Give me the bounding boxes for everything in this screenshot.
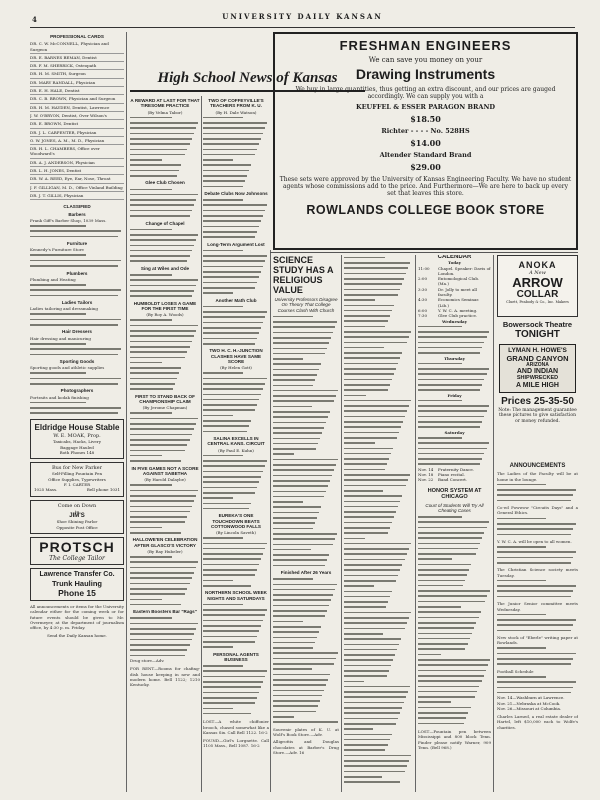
prof-card: DR. H. L. CHAMBERS, Office over Woodward's: [30, 145, 124, 159]
classified-header: CLASSIFIED: [63, 204, 91, 210]
calendar-day: 11:00: [418, 265, 430, 271]
hs-article-headline: Long-Term Argument Lost: [207, 241, 265, 247]
hs-article-headline: Eastern Boosters Bar "Rags": [133, 609, 197, 615]
hs-article-byline: (By Paul E. Kuhn): [218, 447, 254, 453]
prof-card: DR. E. BARNES BEMAN, Dentist: [30, 54, 124, 62]
body-text-line: [130, 173, 200, 178]
fr-price1: $18.50: [410, 114, 441, 124]
bus-title: Bus for New Parker: [52, 465, 102, 472]
column-rule: [201, 96, 202, 792]
calendar-day: Thursday: [444, 355, 465, 361]
prof-card: DR. F. M. SHERRICK, Osteopath: [30, 62, 124, 70]
bus-line: F. I. CARTER: [63, 482, 91, 487]
horizontal-rule: [270, 252, 578, 253]
body-text-line: [273, 563, 339, 568]
calendar-day: 4:30: [418, 297, 427, 303]
body-text-line: [130, 213, 200, 218]
column-rule: [415, 255, 416, 792]
calendar-title: CALENDAR: [437, 255, 472, 260]
hs-article-byline: (By H. Dale Watson): [215, 109, 257, 115]
classified-section-title: Ladies Tailors: [61, 299, 93, 305]
hs-article-headline: IN FIVE GAMES NOT A SCORE AGAINST SABETHA: [131, 465, 199, 476]
shipwrecked: SHIPWRECKED: [516, 375, 559, 382]
prof-card: DR. H. M. HAYDEN, Dentist, Lawrence: [30, 104, 124, 112]
fr-store: ROWLANDS COLLEGE BOOK STORE: [306, 203, 545, 217]
classified-section-text: Frank Giff's Barber Shop, 1039 Mass.: [30, 217, 107, 223]
body-text-line: [130, 259, 200, 264]
prof-card: DR. L. H. JONES, Dentist: [30, 167, 124, 175]
jims-line: Shoe Shining Parlor: [56, 519, 98, 525]
science-column-continued: [344, 255, 412, 792]
calendar-column: [418, 255, 491, 792]
lost-pen-ad: LOST—Fountain pen between Mississippi and 800 block Tenn. Finder please notify Warner, 909 Tenn. (Bell 968.): [418, 729, 491, 750]
body-text-line: [497, 532, 578, 537]
calendar-day: Wednesday: [442, 318, 467, 324]
classified-section-text: Ladies tailoring and dressmaking: [30, 306, 98, 312]
found-ad: FOUND—Girl's Lorgnette. Call 1105 Mass., Bell 1087. 16-2: [203, 738, 269, 749]
hs-article-headline: HALLOWE'EN CELEBRATION AFTER GLASCO'S VICTORY: [132, 537, 198, 548]
protsch-ad: [30, 537, 124, 565]
hs-column-1: [130, 96, 200, 792]
hs-article-headline: Change of Chapel: [145, 220, 185, 226]
lost-ad: LOST—A white chiffonier brooch, chased somewhat like a Kansas Six. Call Bell 1122. 16-2: [203, 719, 269, 735]
classified-section-text: Sporting goods and athletic supplies: [30, 365, 105, 371]
bus-line: Self-Filling Fountain Pen: [51, 471, 103, 477]
for-rent-ad: FOR RENT—Rooms for chafing-dish house keeping in new and modern home. Bell 1122; 1210 Kentucky.: [130, 666, 200, 688]
prof-card: DR. E. H. HALE, Dentist: [30, 87, 124, 95]
body-text-line: [203, 644, 269, 649]
fr-instruments: Drawing Instruments: [355, 66, 496, 82]
announcement-item: The Ladies of the Faculty will be at home in the lounge.: [497, 471, 578, 482]
column-rule: [126, 32, 127, 792]
football-schedule: [497, 695, 578, 711]
classified-section-title: Furniture: [66, 241, 88, 247]
body-text-line: [418, 721, 491, 726]
high-school-news-headline: High School News of Kansas: [130, 70, 365, 92]
calendar-day: Today: [448, 260, 461, 266]
classified-section-text: Hair dressing and manicuring: [30, 335, 91, 341]
announcements-foot: Charles Larned, a real estate dealer of Hartel, left $10,000 each to Wolfe's charities.: [497, 714, 578, 730]
calendar-event: Piano recital.: [438, 472, 465, 478]
prof-card: DR. A. J. ANDERSON, Physician: [30, 159, 124, 167]
calendar-day: Saturday: [444, 429, 465, 435]
eldridge-line: Both Phones 148: [59, 449, 95, 455]
body-text-line: [344, 779, 412, 784]
prof-card: DR. C. B. BROWN, Physician and Surgeon: [30, 95, 124, 103]
hs-article-headline: TWO H. C. H.-JUNCTION CLASHES HAVE SAME SCORE: [209, 348, 263, 364]
classified-section-title: Plumbers: [66, 270, 88, 276]
jims-ad: [30, 500, 124, 534]
hs-article-byline: (By Velma Tabor): [147, 109, 183, 115]
anoka-title: ANOKA: [518, 260, 557, 270]
page-number: 4: [32, 15, 39, 24]
calendar-row: [418, 266, 491, 277]
anoka-arrow: ARROW: [512, 275, 563, 290]
calendar-row: [418, 356, 491, 361]
prof-card: DR. W. A. REED, Eye, Ear, Nose, Throat: [30, 175, 124, 183]
masthead: [30, 12, 575, 28]
finished-head: Finished After 26 Years: [280, 570, 332, 576]
left-column: [30, 32, 124, 792]
fr-richter: Richter - - - - No. 528HS: [381, 127, 470, 135]
hs-article-headline: EUREKA'S ONE TOUCHDOWN BEATS COTTONWOOD FALLS: [211, 513, 261, 529]
transfer-sub: Trunk Hauling: [51, 579, 102, 589]
prof-card: J. W. O'BRYON, Dentist, Over Wilson's: [30, 112, 124, 120]
jims-line: Opposite Post Office: [56, 524, 98, 530]
calendar-event: Dr. Jolly to meet all faculty.: [438, 286, 477, 298]
fr-altender: Altender Standard Brand: [379, 151, 472, 159]
body-text-line: [497, 662, 578, 667]
anoka-maker: Cluett, Peabody & Co., Inc. Makers: [506, 300, 569, 304]
column-rule: [493, 255, 494, 792]
schedule-row: Nov. 26—Missouri at Columbia.: [497, 705, 562, 711]
calendar-day: Friday: [447, 392, 462, 398]
body-text-line: [273, 719, 339, 724]
body-text-line: [130, 602, 200, 607]
calendar-event: Fraternity Dance.: [438, 466, 474, 472]
body-text-line: [30, 263, 124, 268]
eldridge-owner: W. E. MOAK, Prop.: [53, 432, 101, 439]
hs-article-headline: Glee Club Chosen: [145, 180, 185, 186]
hs-article-headline: Another Math Club: [215, 297, 257, 303]
body-text-line: [30, 411, 124, 416]
classified-section-text: Kennedy's Furniture Store: [30, 247, 84, 253]
classified-section-text: Plumbing and Heating: [30, 276, 76, 282]
prof-cards-header: PROFESSIONAL CARDS: [50, 34, 104, 39]
body-text-line: [203, 234, 269, 239]
calendar-day: 6:00: [418, 307, 427, 313]
body-text-line: [130, 386, 200, 391]
body-text-line: [497, 560, 578, 565]
calendar-event: Y. W. C. A. meeting.: [438, 307, 478, 313]
prof-card: DR. E. BROWN, Dentist: [30, 120, 124, 128]
lyman-howe: LYMAN H. HOWE'S: [508, 347, 567, 354]
hs-article-headline: Sing at Wiles and Ode: [140, 265, 190, 271]
anoka-sub: A New: [529, 270, 546, 276]
body-text-line: [130, 458, 200, 463]
announcement-item: Co-ed Powwow "Circuits Days" and a General Ethics.: [497, 505, 578, 516]
honor-sub: Court of Students Will Try All Cheating Cases: [425, 502, 484, 513]
calendar-row: [418, 430, 491, 435]
drug-store-note: Drug store—Adv.: [130, 657, 165, 663]
announcement-item: Football Schedule: [497, 668, 534, 674]
calendar-day: Nov. 14: [418, 466, 434, 472]
hs-article-headline: HUMBOLDT LOSES A GAME FOR THE FIRST TIME: [133, 300, 197, 311]
body-text-line: [497, 498, 578, 503]
science-column: [273, 255, 339, 792]
jims-shop: JIM'S: [69, 513, 85, 520]
body-text-line: [30, 293, 124, 298]
souvenir-note: Souvenir plates of K. U. at Wolf's Book Store.—Adv.: [273, 726, 339, 738]
fr-brand: KEUFFEL & ESSER PARAGON BRAND: [355, 103, 496, 111]
announcement-item: The Junior Senior committee meets Wednesday.: [497, 601, 578, 612]
calendar-event: Entomological Club. (Ma.): [438, 276, 480, 287]
calendar-footnote: All announcements or items for the University calendar either for the coming week or for future events should be given to Mr. Overmeyer, at the department of journalism office, by 4:30 p. m. Friday.: [30, 604, 124, 631]
prof-card: O. W. JONES, A. M., M. D., Physician: [30, 137, 124, 145]
calendar-row: [418, 393, 491, 398]
bus-address: 1025 Mass.: [34, 487, 58, 493]
body-text-line: [203, 506, 269, 511]
announcements-list: [497, 471, 578, 695]
schedule-row: Nov. 14—Washburn at Lawrence.: [497, 695, 565, 701]
calendar-row: [418, 477, 491, 482]
bowersock-tonight: TONIGHT: [515, 329, 560, 340]
fr-price2: $14.00: [410, 138, 441, 148]
anoka-collar: COLLAR: [516, 289, 559, 300]
body-text-line: [203, 429, 269, 434]
fr-text2: These sets were approved by the University of Kansas Engineering Faculty. We have no student agents whose commissions add to the price. And Furthermore—We are here to back up every set that leaves this store.: [279, 176, 572, 197]
fr-title: FRESHMAN ENGINEERS: [339, 38, 512, 53]
classified-section-title: Sporting Goods: [59, 358, 95, 364]
announcements-column: [497, 460, 578, 792]
arrow-collar-ad: [497, 255, 578, 317]
prof-card: J. F. GILLIGAN, M. D., Office Vinland Building: [30, 184, 124, 192]
calendar-day: 3:30: [418, 286, 427, 292]
eldridge-title: Eldridge House Stable: [34, 422, 120, 432]
hs-article-byline: (By Helen Gott): [220, 365, 252, 371]
calendar-event: Chapel. Speaker: Davis of London.: [438, 265, 491, 276]
body-text-line: [203, 341, 269, 346]
jims-to: to: [74, 508, 79, 514]
body-text-line: [203, 290, 269, 295]
hs-article-headline: NORTHERN SCHOOL WEEK NIGHTS AND SATURDAYS: [205, 590, 267, 601]
column-rule: [341, 255, 342, 792]
hs-article-byline: (By Ray Hubeler): [147, 549, 183, 555]
bowersock-note: Note: The management guarantee these pictures to give satisfaction or money refunded.: [498, 407, 577, 424]
hs-article-headline: Debate Clubs Now Johnsons: [204, 191, 268, 197]
hs-article-headline: FIRST TO STAND BACK OF CHAMPIONSHIP CLAIM: [135, 393, 195, 405]
science-headline: SCIENCE STUDY HAS A RELIGIOUS VALUE: [273, 255, 334, 295]
transfer-ad: [30, 568, 124, 601]
calendar-day: 2:00: [418, 276, 427, 282]
body-text-line: [130, 293, 200, 298]
announcement-item: Y. W. C. A. will be open to all women.: [497, 538, 572, 544]
prof-cards-list: [30, 40, 124, 200]
bus-phone: Bell phone 1031: [86, 487, 120, 493]
prof-card: DR. J. T. GILLIS, Physician: [30, 192, 124, 200]
bowersock-ad: [497, 320, 578, 455]
indian: AND INDIAN: [516, 368, 559, 376]
body-text-line: [203, 583, 269, 588]
announcement-item: New stock of "Eberle" writing paper at Rowlands.: [497, 635, 578, 646]
calendar-row: [418, 287, 491, 298]
hs-article-byline: (By Roy A. Woods): [146, 312, 184, 318]
hs-article-headline: A REWARD AT LAST FOR THAT TIRESOME PRACTICE: [130, 98, 200, 109]
hs-article-byline: (By Harold Dalaybe): [144, 477, 186, 483]
body-text-line: [30, 352, 124, 357]
body-text-line: [130, 530, 200, 535]
classified-section-title: Barbers: [68, 211, 86, 217]
jims-title: Come on Down: [57, 502, 97, 509]
calendar-day: Nov. 18: [418, 472, 434, 478]
calendar-row: [418, 319, 491, 324]
hs-article-headline: TWO OF COFFEYVILLE'S TEACHERS FROM K. U.: [208, 98, 264, 109]
send-kansan-note: Send the Daily Kansan home.: [47, 632, 107, 638]
column-rule: [270, 250, 271, 792]
calendar-row: [418, 276, 491, 287]
honor-headline: HONOR SYSTEM AT CHICAGO: [427, 487, 482, 501]
bowersock-title: Bowersock Theatre: [502, 320, 573, 329]
prof-card: DR. MARY RANDALL, Physician: [30, 79, 124, 87]
body-text-line: [203, 184, 269, 189]
hs-article-byline: (By Jerome Chapman): [142, 405, 188, 411]
calendar-event: Band Concert.: [438, 477, 468, 483]
calendar-event: Glee Club practice.: [438, 313, 478, 319]
calendar-day: Nov. 22: [418, 477, 434, 483]
calendar-row: [418, 297, 491, 308]
body-text-line: [203, 711, 269, 716]
transfer-phone: Phone 15: [58, 588, 96, 599]
prof-card: DR. H. M. SMITH, Surgeon: [30, 70, 124, 78]
announcements-title: ANNOUNCEMENTS: [509, 463, 566, 469]
protsch-title: PROTSCH: [39, 539, 115, 556]
science-sub: University Professors Disagree On Theory That College Courses Clash With Church: [274, 297, 338, 313]
prof-card: DR. J. L. CARPENTER, Physician: [30, 129, 124, 137]
body-text-line: [30, 381, 124, 386]
calendar-list: [418, 260, 491, 482]
body-text-line: [497, 594, 578, 599]
hs-article-headline: PERSONAL AGENTS BUSINESS: [213, 651, 259, 662]
bus-ad: [30, 462, 124, 496]
transfer-title: Lawrence Transfer Co.: [39, 571, 115, 579]
eldridge-line: Baggage Hauled: [60, 444, 94, 450]
announcement-item: The Christian Science society meets Tuesday.: [497, 567, 578, 578]
masthead-title: UNIVERSITY DAILY KANSAN: [222, 12, 383, 21]
classified-section-text: Portraits and kodak finishing: [30, 394, 89, 400]
classified-list: [30, 212, 124, 416]
hs-article-headline: SALINA EXCELLS IN CENTRAL KANS. CIRCUIT: [207, 436, 265, 447]
body-text-line: [30, 322, 124, 327]
hs-article-byline: (By Lincoln Saveth): [216, 530, 256, 536]
fr-sub: We can save you money on your: [368, 56, 483, 64]
fr-text1: We buy in large quantities, thus getting an extra discount, and our prices are gauged accordingly. We can supply you with a: [295, 86, 556, 100]
calendar-day: 7:30: [418, 313, 427, 319]
schedule-row: Nov. 21—Nebraska at McCook.: [497, 700, 561, 706]
body-text-line: [30, 234, 124, 239]
calendar-event: Economics Seminar. (Lib.): [438, 297, 480, 308]
fr-price3: $29.00: [410, 162, 441, 172]
classified-section-title: Hair Dressers: [62, 329, 92, 335]
chocolates-note: Alligrottis and Douglas chocolates at Barber's Drug Store.—Adv. 16: [273, 739, 339, 755]
eldridge-ad: [30, 419, 124, 459]
classified-section-title: Photographers: [60, 388, 94, 394]
hs-column-2: [203, 96, 269, 792]
protsch-subtitle: The College Tailor: [49, 555, 105, 563]
prof-card: DR. C. W. McCONNELL, Physician and Surgeon: [30, 40, 124, 54]
eldridge-line: Taxicabs, Hacks, Livery: [53, 439, 101, 445]
grand-canyon: GRAND CANYON: [506, 354, 569, 363]
arizona: ARIZONA: [526, 362, 549, 368]
bowersock-prices: Prices 25-35-50: [501, 395, 574, 407]
bus-line: Office Supplies, Typewriters: [48, 476, 106, 482]
body-text-line: [497, 628, 578, 633]
freshman-engineers-ad: [273, 32, 578, 250]
mile-high: A MILE HIGH: [516, 381, 559, 389]
